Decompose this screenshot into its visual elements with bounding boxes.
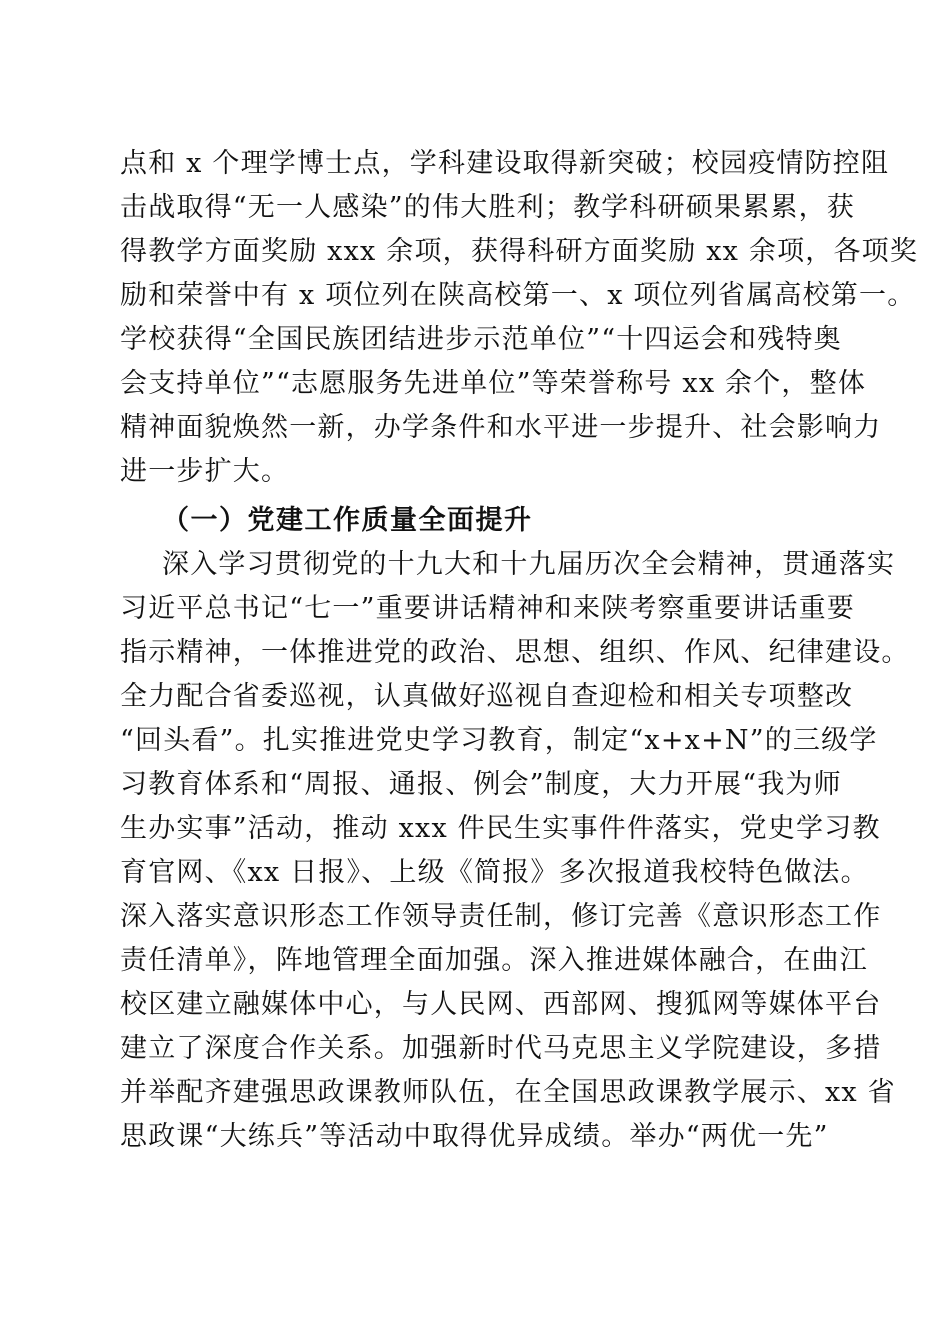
body-text-line: 击战取得“无一人感染”的伟大胜利；教学科研硕果累累，获 (120, 192, 856, 223)
body-text-line: 思政课“大练兵”等活动中取得优异成绩。举办“两优一先” (120, 1121, 829, 1152)
body-text-line: 责任清单》，阵地管理全面加强。深入推进媒体融合，在曲江 (120, 945, 868, 976)
body-text-line: 育官网、《xx 日报》、上级《简报》多次报道我校特色做法。 (120, 857, 869, 888)
body-text-line: 校区建立融媒体中心，与人民网、西部网、搜狐网等媒体平台 (120, 989, 882, 1020)
body-text-line: 会支持单位”“志愿服务先进单位”等荣誉称号 xx 余个，整体 (120, 368, 867, 399)
body-text-line: 点和 x 个理学博士点，学科建设取得新突破；校园疫情防控阻 (120, 148, 890, 179)
body-text-line: 习近平总书记“七一”重要讲话精神和来陕考察重要讲话重要 (120, 593, 856, 624)
body-text-line: 建立了深度合作关系。加强新时代马克思主义学院建设，多措 (120, 1033, 882, 1064)
body-text-line: 指示精神，一体推进党的政治、思想、组织、作风、纪律建设。 (120, 637, 910, 668)
body-text-line: 并举配齐建强思政课教师队伍，在全国思政课教学展示、xx 省 (120, 1077, 896, 1108)
body-text-line: 深入落实意识形态工作领导责任制，修订完善《意识形态工作 (120, 901, 882, 932)
body-text-line: 进一步扩大。 (120, 456, 290, 487)
body-text-line: 精神面貌焕然一新，办学条件和水平进一步提升、社会影响力 (120, 412, 882, 443)
body-text-line: 得教学方面奖励 xxx 余项，获得科研方面奖励 xx 余项，各项奖 (120, 236, 919, 267)
body-text-line: 全力配合省委巡视，认真做好巡视自查迎检和相关专项整改 (120, 681, 854, 712)
body-text-line: 深入学习贯彻党的十九大和十九届历次全会精神，贯通落实 (162, 549, 896, 580)
body-text-line: 学校获得“全国民族团结进步示范单位”“十四运会和残特奥 (120, 324, 842, 355)
body-text-line: 励和荣誉中有 x 项位列在陕高校第一、x 项位列省属高校第一。 (120, 280, 916, 311)
body-text-line: 生办实事”活动，推动 xxx 件民生实事件件落实，党史学习教 (120, 813, 881, 844)
body-text-line: 习教育体系和“周报、通报、例会”制度，大力开展“我为师 (120, 769, 842, 800)
section-heading: （一）党建工作质量全面提升 (162, 505, 533, 536)
body-text-line: “回头看”。扎实推进党史学习教育，制定“x+x+N”的三级学 (120, 725, 878, 756)
